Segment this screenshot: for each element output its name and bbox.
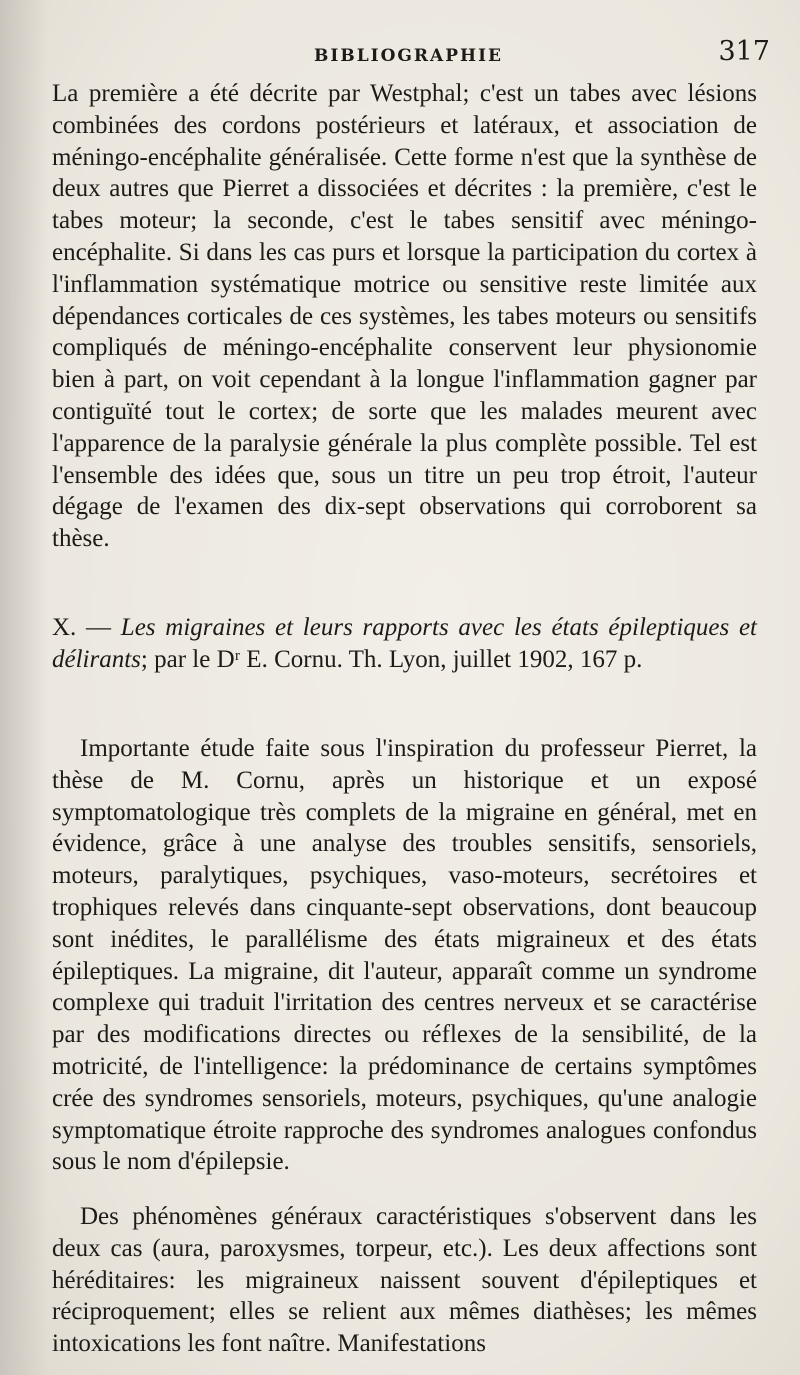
entry-number: X. —: [52, 614, 112, 641]
paragraph-text: La première a été décrite par Westphal; c'est un tabes avec lésions combinées des cordons postérieurs et latéraux, et association de méningo-encéphalite généralisée. Cette forme n'est que la synthèse de deux autres que Pierret a dissociées et décrites : la première, c'est le tabes moteur; la seconde, c'est le tabes sensitif avec méningo-encéphalite. Si dans les cas purs et lorsque la participation du cortex à l'inflammation systématique motrice ou sensitive reste limitée aux dépendances corticales de ces systèmes, les tabes moteurs ou sensitifs compliqués de méningo-encéphalite conservent leur physionomie bien à part, on voit cependant à la longue l'inflammation gagner par contiguïté tout le cortex; de sorte que les malades meurent avec l'apparence de la paralysie générale la plus complète possible. Tel est l'ensemble des idées que, sous un titre un peu trop étroit, l'auteur dégage de l'examen des dix-sept observations qui corroborent sa thèse.: [52, 80, 757, 553]
page-number: 317: [718, 36, 770, 67]
page-shadow: [0, 0, 48, 1375]
entry-details: ; par le Dʳ E. Cornu. Th. Lyon, juillet 1902, 167 p.: [140, 645, 643, 673]
paragraph-phenomena: [52, 1201, 757, 1360]
paragraph-text: Des phénomènes généraux caractéristiques s'observent dans les deux cas (aura, paroxysmes, torpeur, etc.). Les deux affections sont héréditaires: les migraineux naissent souvent d'épileptiques et réciproquement; elles se relient aux mêmes diathèses; les mêmes intoxications les font naître. Manifestations: [52, 1203, 757, 1358]
page-header: [52, 36, 770, 76]
entry-title: Les migraines et leurs rapports avec les états épileptiques et délirants: [52, 614, 757, 673]
paragraph-review: [52, 733, 757, 1178]
bibliographic-entry: [52, 612, 757, 676]
paragraph-text: Importante étude faite sous l'inspiration du professeur Pierret, la thèse de M. Cornu, après un historique et un exposé symptomatologique très complets de la migraine en général, met en évidence, grâce à une analyse des troubles sensitifs, sensoriels, moteurs, paralytiques, psychiques, vaso-moteurs, secrétoires et trophiques relevés dans cinquante-sept observations, dont beaucoup sont inédites, le parallélisme des états migraineux et des états épileptiques. La migraine, dit l'auteur, apparaît comme un syndrome complexe qui traduit l'irritation des centres nerveux et se caractérise par des modifications directes ou réflexes de la sensibilité, de la motricité, de l'intelligence: la prédominance de certains symptômes crée des syndromes sensoriels, moteurs, psychiques, qu'une analogie symptomatique étroite rapproche des syndromes analogues confondus sous le nom d'épilepsie.: [52, 735, 757, 1176]
paragraph-westphal: [52, 78, 757, 555]
running-title: BIBLIOGRAPHIE: [314, 46, 503, 66]
